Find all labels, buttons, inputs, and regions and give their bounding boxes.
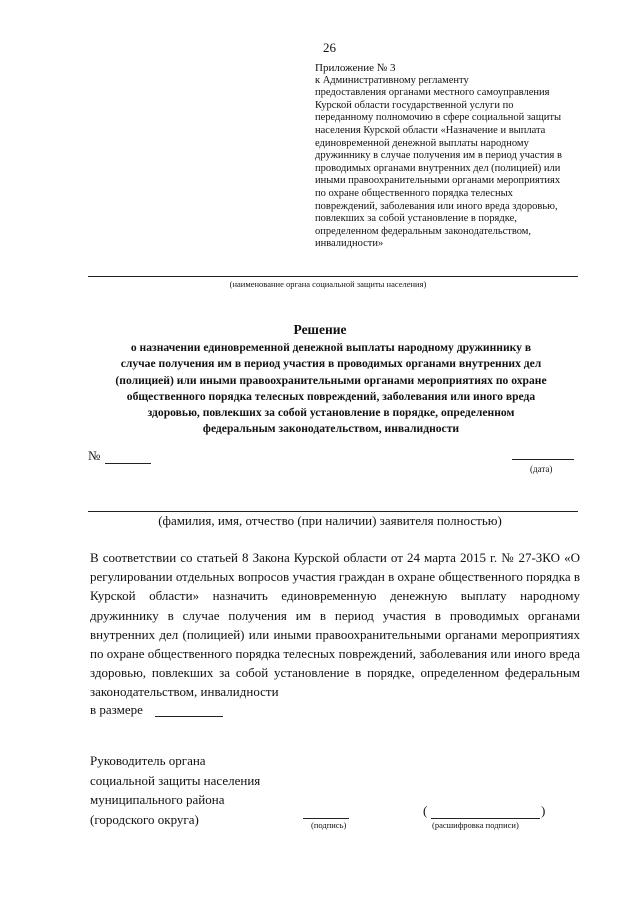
appendix-line: определенном федеральным законодательством,	[315, 225, 532, 237]
appendix-line: единовременной денежной выплаты народному	[315, 137, 529, 149]
signature-field[interactable]	[303, 818, 349, 819]
org-name-line	[88, 276, 578, 277]
appendix-line: переданному полномочию в сфере социальной защиты	[315, 112, 562, 124]
appendix-line: повлекших за собой установление в порядке,	[315, 213, 517, 225]
applicant-name-caption: (фамилия, имя, отчество (при наличии) заявителя полностью)	[158, 513, 502, 528]
appendix-line: иными правоохранительными органами мероприятиях	[315, 175, 561, 187]
appendix-heading: Приложение № 3	[315, 62, 396, 74]
appendix-line: предоставления органами местного самоуправления	[315, 87, 550, 99]
appendix-line: Курской области государственной услуги по	[315, 99, 514, 111]
subject-line: федеральным законодательством, инвалидности	[202, 422, 460, 436]
decode-open-paren: (	[423, 803, 428, 818]
decision-number-label: №	[88, 448, 101, 463]
date-caption: (дата)	[530, 464, 553, 474]
signer-line: (городского округа)	[90, 811, 199, 827]
signer-line: Руководитель органа	[90, 753, 206, 768]
signature-decode-caption: (расшифровка подписи)	[432, 820, 519, 830]
decision-body: В соответствии со статьей 8 Закона Курской области от 24 марта 2015 г. № 27-ЗКО «О регулировании отдельных вопросов участия граждан в охране общественного порядка в Курской области» назначить единовременную денежную выплату народному дружиннику в случае получения им в период участия в проводимых органами внутренних дел (полицией) или иными правоохранительными органами мероприятиях по охране общественного порядка телесных повреждений, заболевания или иного вреда здоровью, повлекших за собой установление в порядке, определенном федеральным законодательством, инвалидности	[90, 550, 580, 700]
amount-field[interactable]	[155, 716, 223, 717]
subject-line: о назначении единовременной денежной выплаты народному дружиннику в	[130, 341, 532, 354]
signature-decode-field[interactable]	[431, 818, 540, 819]
appendix-line: проводимых органами внутренних дел (полицией) или	[315, 162, 561, 174]
appendix-block	[315, 62, 585, 251]
appendix-line: повреждений, заболевания или иного вреда здоровью,	[315, 200, 558, 212]
appendix-line: по охране общественного порядка телесных	[315, 187, 513, 199]
decision-subject	[86, 340, 576, 438]
appendix-line: населения Курской области «Назначение и выплата	[315, 124, 546, 136]
signer-block	[90, 751, 260, 829]
applicant-name-field[interactable]	[88, 511, 578, 512]
signer-line: социальной защиты населения	[90, 772, 261, 788]
subject-line: случае получения им в период участия в проводимых органами внутренних дел	[120, 357, 542, 371]
page-number: 26	[323, 40, 336, 55]
subject-line: здоровью, повлекших за собой установление в порядке, определенном	[147, 406, 515, 420]
appendix-line: дружиннику в случае получения им в период участия в	[315, 150, 562, 162]
org-name-caption: (наименование органа социальной защиты населения)	[229, 279, 427, 289]
document-title: Решение	[293, 322, 347, 337]
decision-number-field[interactable]	[105, 463, 151, 464]
decode-close-paren: )	[541, 803, 546, 818]
signature-caption: (подпись)	[311, 820, 347, 830]
subject-line: (полицией) или иными правоохранительными органами мероприятиях по охране	[115, 373, 547, 387]
date-field[interactable]	[512, 459, 574, 460]
subject-line: общественного порядка телесных повреждений, заболевания или иного вреда	[126, 389, 536, 403]
amount-label: в размере	[90, 702, 143, 717]
appendix-line: инвалидности»	[315, 238, 384, 250]
signer-line: муниципального района	[90, 792, 225, 807]
appendix-line: к Административному регламенту	[315, 74, 469, 86]
